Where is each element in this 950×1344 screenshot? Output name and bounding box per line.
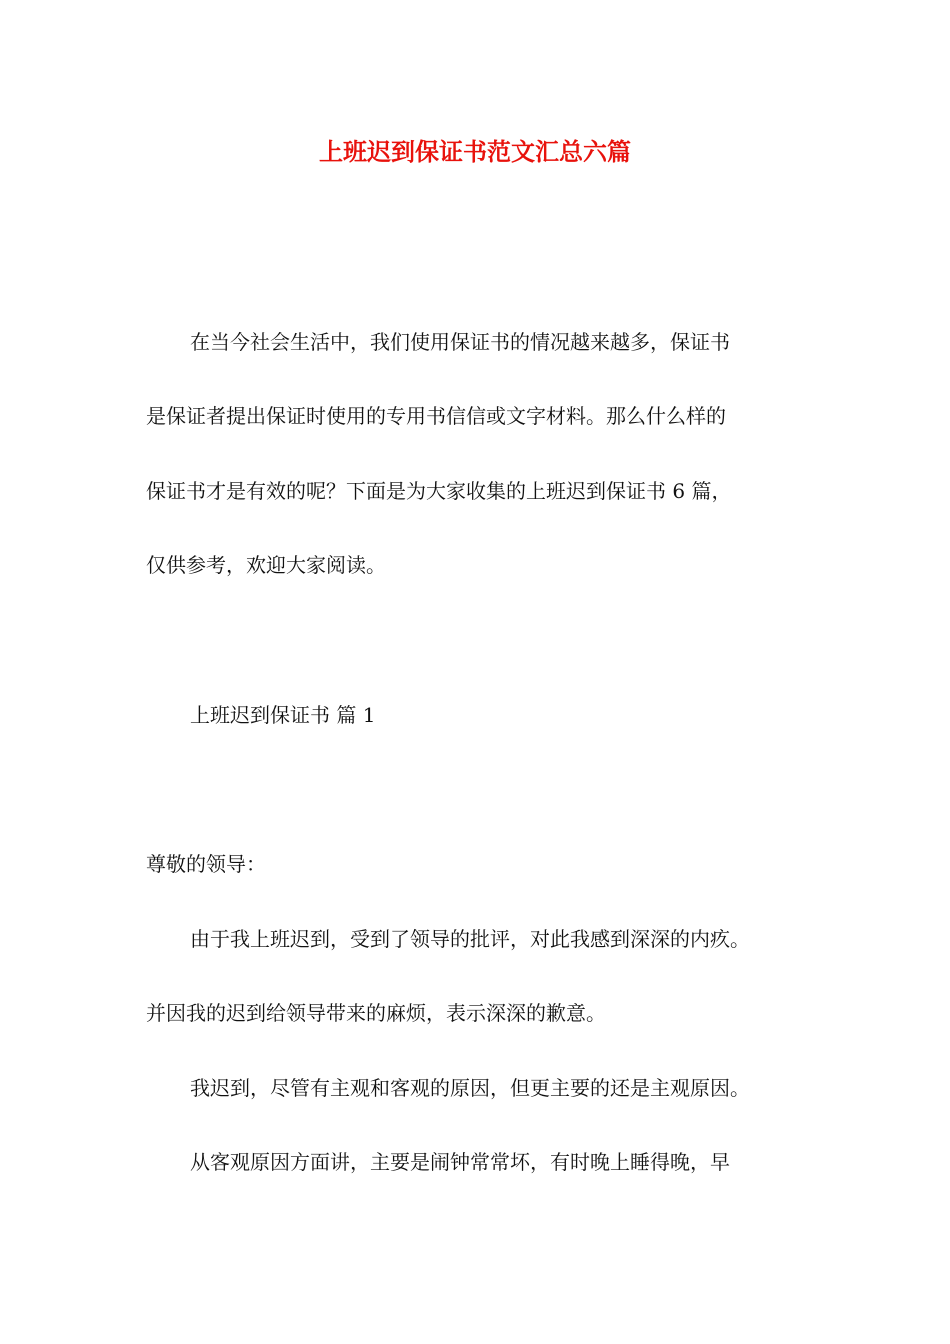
document-title: 上班迟到保证书范文汇总六篇 — [319, 137, 631, 166]
intro-line-3: 保证书才是有效的呢？下面是为大家收集的上班迟到保证书 6 篇， — [146, 479, 732, 503]
intro-line-2: 是保证者提出保证时使用的专用书信信或文字材料。那么什么样的 — [146, 404, 726, 428]
body-line-2: 并因我的迟到给领导带来的麻烦，表示深深的歉意。 — [146, 1001, 606, 1025]
section-heading: 上班迟到保证书 篇 1 — [190, 703, 376, 727]
intro-line-1: 在当今社会生活中，我们使用保证书的情况越来越多，保证书 — [190, 330, 730, 354]
salutation: 尊敬的领导： — [146, 852, 266, 876]
body-line-4: 从客观原因方面讲，主要是闹钟常常坏，有时晚上睡得晚，早 — [190, 1150, 730, 1174]
intro-line-4: 仅供参考，欢迎大家阅读。 — [146, 553, 386, 577]
body-line-3: 我迟到，尽管有主观和客观的原因，但更主要的还是主观原因。 — [190, 1076, 750, 1100]
body-line-1: 由于我上班迟到，受到了领导的批评，对此我感到深深的内疚。 — [190, 927, 750, 951]
